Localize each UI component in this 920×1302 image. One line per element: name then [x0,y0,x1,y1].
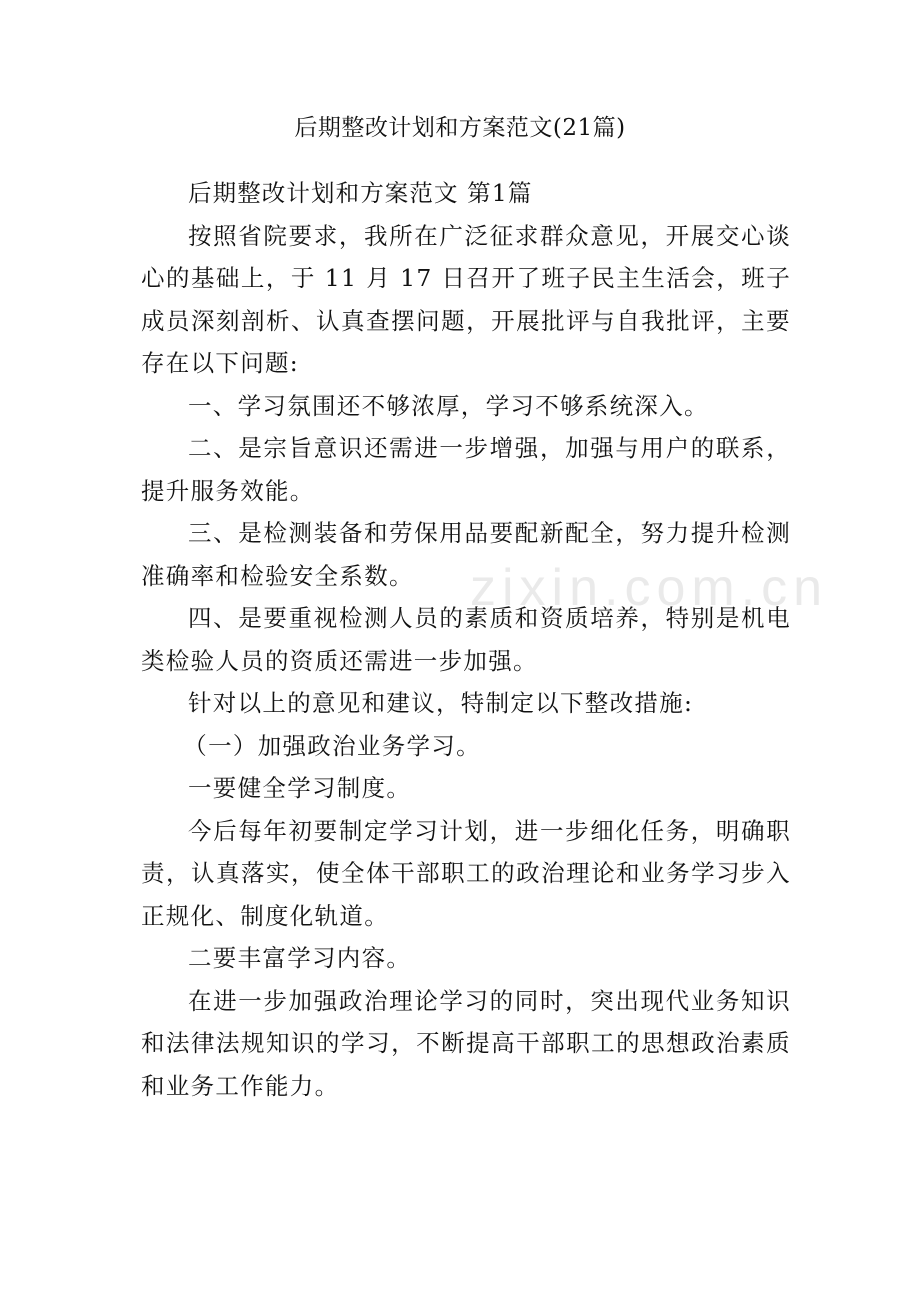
paragraph: 在进一步加强政治理论学习的同时，突出现代业务知识和法律法规知识的学习，不断提高干部职工的思想政治素质和业务工作能力。 [141,986,791,1100]
paragraph: 按照省院要求，我所在广泛征求群众意见，开展交心谈心的基础上，于 11 月 17 日召开了班子民主生活会，班子成员深刻剖析、认真查摆问题，开展批评与自我批评，主要存在以下问题: [141,221,791,377]
document-body [141,172,791,1107]
watermark: zixin.com.cn [470,559,829,617]
paragraph: 针对以上的意见和建议，特制定以下整改措施: [188,689,694,717]
paragraph: 今后每年初要制定学习计划，进一步细化任务，明确职责，认真落实，使全体干部职工的政治理论和业务学习步入正规化、制度化轨道。 [141,816,791,930]
document-title: 后期整改计划和方案范文(21篇) [294,115,626,141]
paragraph: 三、是检测装备和劳保用品要配新配全，努力提升检测准确率和检验安全系数。 [141,519,791,590]
section-heading: 后期整改计划和方案范文 第1篇 [188,179,533,207]
paragraph: 一、学习氛围还不够浓厚，学习不够系统深入。 [188,391,709,420]
paragraph: （一）加强政治业务学习。 [183,731,481,760]
paragraph: 一要健全学习制度。 [188,774,412,802]
paragraph: 四、是要重视检测人员的素质和资质培养，特别是机电类检验人员的资质还需进一步加强。 [141,604,791,675]
paragraph: 二要丰富学习内容。 [188,944,412,972]
paragraph: 二、是宗旨意识还需进一步增强，加强与用户的联系，提升服务效能。 [141,434,791,505]
